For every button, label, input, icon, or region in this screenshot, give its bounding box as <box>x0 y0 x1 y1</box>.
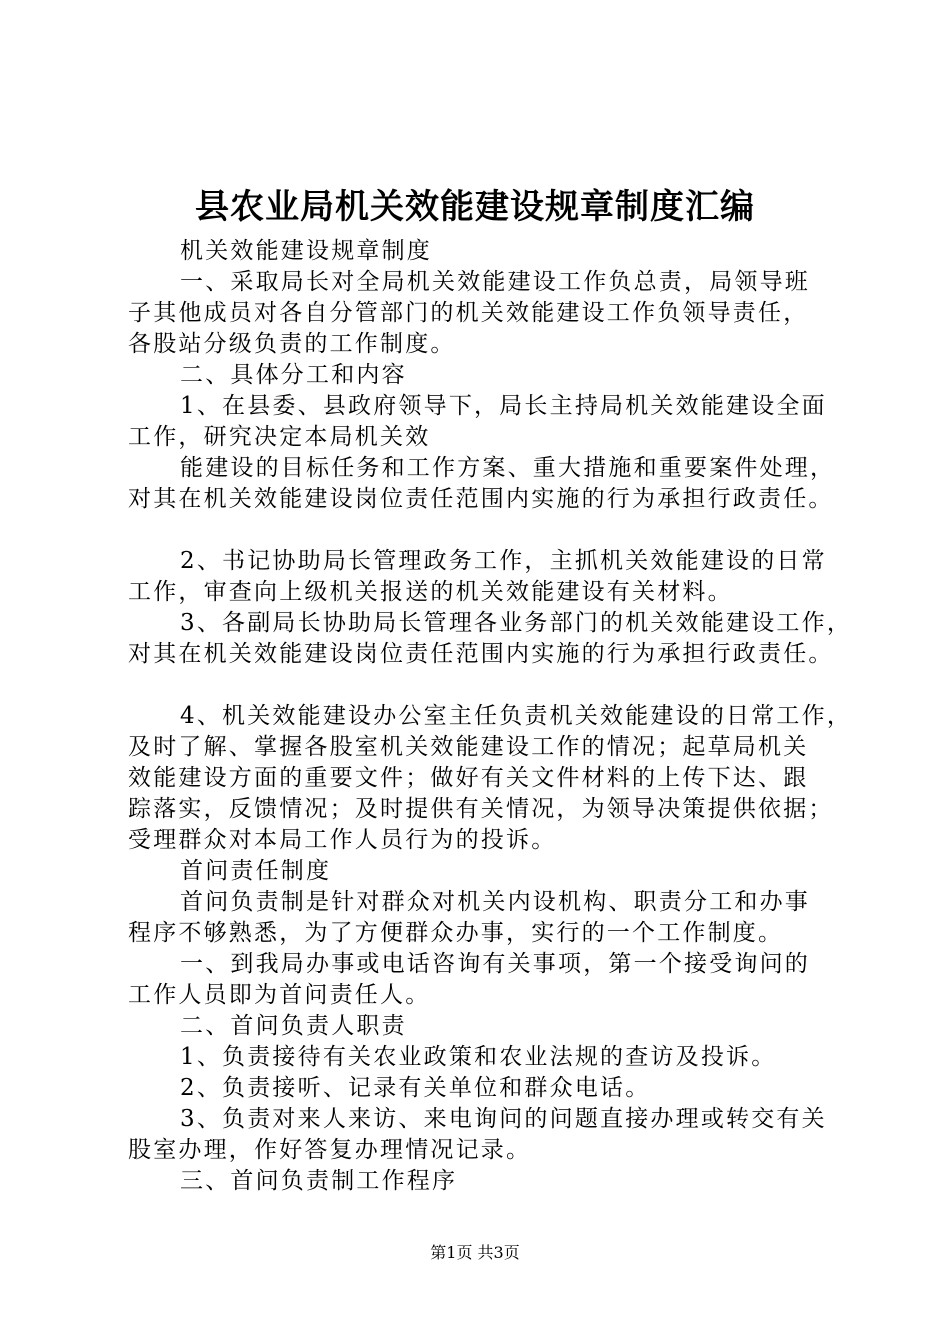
paragraph-gap <box>128 670 848 701</box>
page-number-footer: 第1页 共3页 <box>430 1243 520 1262</box>
document-body <box>128 236 853 1197</box>
paragraph-line: 2、书记协助局长管理政务工作，主抓机关效能建设的日常 <box>180 548 827 574</box>
paragraph-line: 工作人员即为首问责任人。 <box>128 982 431 1008</box>
paragraph-line: 程序不够熟悉，为了方便群众办事，实行的一个工作制度。 <box>128 920 784 946</box>
paragraph-line: 踪落实，反馈情况；及时提供有关情况，为领导决策提供依据； <box>128 796 834 822</box>
paragraph-line: 二、首问负责人职责 <box>180 1013 407 1039</box>
paragraph-line: 对其在机关效能建设岗位责任范围内实施的行为承担行政责任。 <box>128 486 834 512</box>
paragraph-line: 对其在机关效能建设岗位责任范围内实施的行为承担行政责任。 <box>128 641 834 667</box>
paragraph-line: 效能建设方面的重要文件；做好有关文件材料的上传下达、跟 <box>128 765 809 791</box>
paragraph-line: 受理群众对本局工作人员行为的投诉。 <box>128 827 557 853</box>
paragraph-line: 子其他成员对各自分管部门的机关效能建设工作负领导责任， <box>128 300 809 326</box>
paragraph-line: 一、到我局办事或电话咨询有关事项，第一个接受询问的 <box>180 951 810 977</box>
paragraph-line: 3、负责对来人来访、来电询问的问题直接办理或转交有关 <box>180 1106 827 1132</box>
paragraph-line: 能建设的目标任务和工作方案、重大措施和重要案件处理， <box>180 455 836 481</box>
paragraph-line: 工作，研究决定本局机关效 <box>128 424 431 450</box>
section-heading: 机关效能建设规章制度 <box>180 238 432 264</box>
paragraph-line: 各股站分级负责的工作制度。 <box>128 331 456 357</box>
paragraph-line: 1、在县委、县政府领导下，局长主持局机关效能建设全面 <box>180 393 827 419</box>
paragraph-line: 4、机关效能建设办公室主任负责机关效能建设的日常工作， <box>180 703 853 729</box>
paragraph-line: 股室办理，作好答复办理情况记录。 <box>128 1137 532 1163</box>
paragraph-line: 及时了解、掌握各股室机关效能建设工作的情况；起草局机关 <box>128 734 809 760</box>
paragraph-line: 三、首问负责制工作程序 <box>180 1168 458 1194</box>
paragraph-line: 工作，审查向上级机关报送的机关效能建设有关材料。 <box>128 579 733 605</box>
paragraph-line: 2、负责接听、记录有关单位和群众电话。 <box>180 1075 651 1101</box>
paragraph-line: 一、采取局长对全局机关效能建设工作负总责，局领导班 <box>180 269 810 295</box>
section-heading: 首问责任制度 <box>180 858 332 884</box>
paragraph-line: 3、各副局长协助局长管理各业务部门的机关效能建设工作， <box>180 610 853 636</box>
paragraph-line: 1、负责接待有关农业政策和农业法规的查访及投诉。 <box>180 1044 777 1070</box>
paragraph-line: 二、具体分工和内容 <box>180 362 407 388</box>
document-title: 县农业局机关效能建设规章制度汇编 <box>195 187 755 227</box>
paragraph-line: 首问负责制是针对群众对机关内设机构、职责分工和办事 <box>180 889 810 915</box>
paragraph-gap <box>128 515 848 546</box>
